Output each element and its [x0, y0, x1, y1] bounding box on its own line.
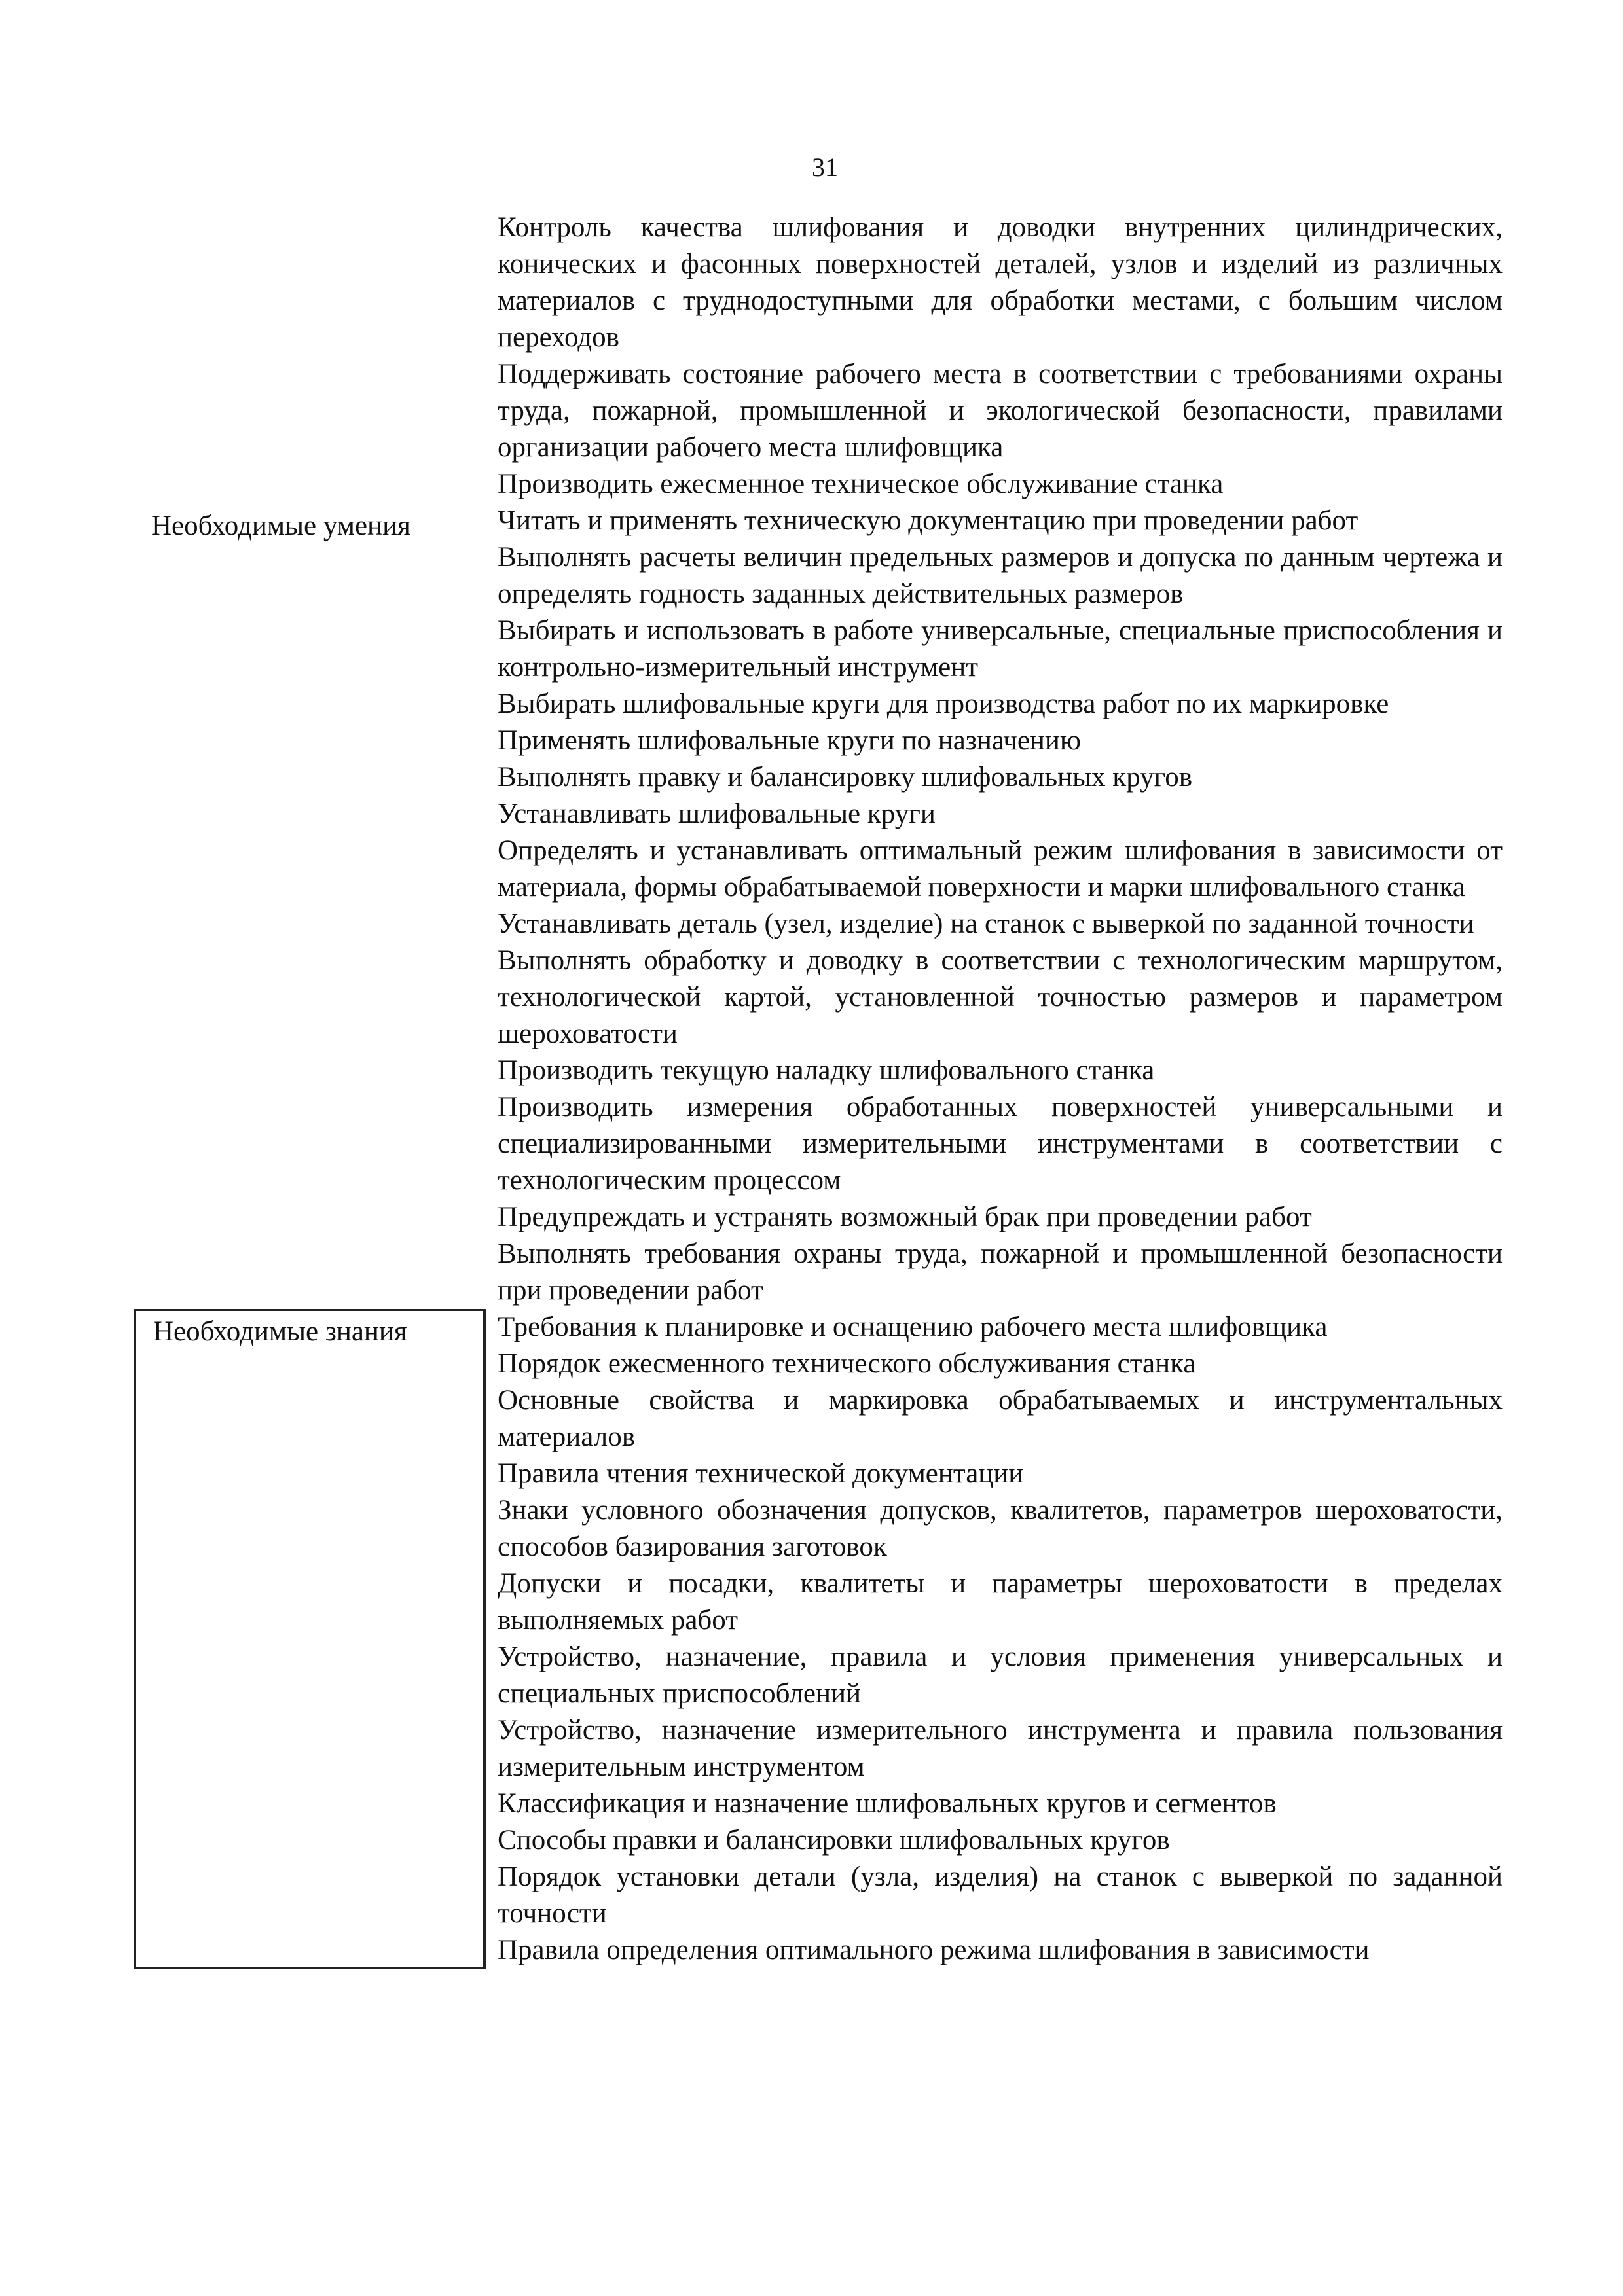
list-item: Порядок ежесменного технического обслуживания станка — [498, 1348, 1196, 1379]
list-item: Производить ежесменное техническое обслуживание станка — [498, 469, 1224, 499]
list-item: Требования к планировке и оснащению рабочего места шлифовщика — [498, 1312, 1328, 1342]
items-cell-intro — [484, 209, 1503, 356]
list-item: Выбирать и использовать в работе универсальные, специальные приспособления и контрольно-измерительный инструмент — [498, 615, 1503, 683]
list-item: Читать и применять техническую документацию при проведении работ — [498, 505, 1359, 536]
list-item: Знаки условного обозначения допусков, квалитетов, параметров шероховатости, способов базирования заготовок — [498, 1495, 1503, 1562]
items-cell-knowledge — [484, 1309, 1503, 1969]
list-item: Производить текущую наладку шлифовального станка — [498, 1055, 1155, 1086]
list-item: Порядок установки детали (узла, изделия) на станок с выверкой по заданной точности — [498, 1861, 1503, 1929]
skills-label: Необходимые умения — [151, 511, 410, 541]
list-item: Выбирать шлифовальные круги для производства работ по их маркировке — [498, 689, 1389, 719]
label-cell-skills — [134, 356, 484, 1309]
list-item: Поддерживать состояние рабочего места в соответствии с требованиями охраны труда, пожарной, промышленной и экологической безопасности, правилами организации рабочего места шлифовщика — [498, 359, 1503, 463]
table-row-skills — [134, 356, 1503, 1309]
list-item: Предупреждать и устранять возможный брак при проведении работ — [498, 1202, 1312, 1232]
list-item: Определять и устанавливать оптимальный режим шлифования в зависимости от материала, формы обрабатываемой поверхности и марки шлифовального станка — [498, 835, 1503, 903]
list-item: Способы правки и балансировки шлифовальных кругов — [498, 1825, 1170, 1856]
page-number: 31 — [812, 152, 838, 182]
table-row-intro — [134, 209, 1503, 356]
list-item: Выполнять требования охраны труда, пожарной и промышленной безопасности при проведении работ — [498, 1238, 1503, 1306]
list-item: Выполнять расчеты величин предельных размеров и допуска по данным чертежа и определять годность заданных действительных размеров — [498, 542, 1503, 609]
knowledge-label: Необходимые знания — [153, 1316, 407, 1347]
list-item: Устанавливать шлифовальные круги — [498, 798, 936, 829]
label-cell-knowledge — [134, 1309, 484, 1969]
list-item: Устройство, назначение, правила и условия применения универсальных и специальных приспособлений — [498, 1641, 1503, 1709]
list-item: Допуски и посадки, квалитеты и параметры шероховатости в пределах выполняемых работ — [498, 1568, 1503, 1636]
list-item: Применять шлифовальные круги по назначению — [498, 725, 1082, 756]
label-cell-empty — [134, 209, 484, 356]
items-cell-skills — [484, 356, 1503, 1309]
list-item: Основные свойства и маркировка обрабатываемых и инструментальных материалов — [498, 1385, 1503, 1452]
requirements-table — [134, 209, 1503, 1969]
list-item: Выполнять правку и балансировку шлифовальных кругов — [498, 762, 1192, 793]
list-item: Правила определения оптимального режима шлифования в зависимости — [498, 1935, 1370, 1965]
list-item: Контроль качества шлифования и доводки внутренних цилиндрических, конических и фасонных поверхностей деталей, узлов и изделий из различных материалов с труднодоступными для обработки местами, с большим числом переходов — [498, 212, 1503, 353]
table-row-knowledge — [134, 1309, 1503, 1969]
list-item: Устройство, назначение измерительного инструмента и правила пользования измерительным инструментом — [498, 1715, 1503, 1782]
list-item: Устанавливать деталь (узел, изделие) на станок с выверкой по заданной точности — [498, 908, 1474, 939]
list-item: Классификация и назначение шлифовальных кругов и сегментов — [498, 1788, 1277, 1819]
list-item: Производить измерения обработанных поверхностей универсальными и специализированными измерительными инструментами в соответствии с технологическим процессом — [498, 1092, 1503, 1196]
list-item: Правила чтения технической документации — [498, 1458, 1024, 1489]
list-item: Выполнять обработку и доводку в соответствии с технологическим маршрутом, технологической картой, установленной точностью размеров и параметром шероховатости — [498, 945, 1503, 1049]
